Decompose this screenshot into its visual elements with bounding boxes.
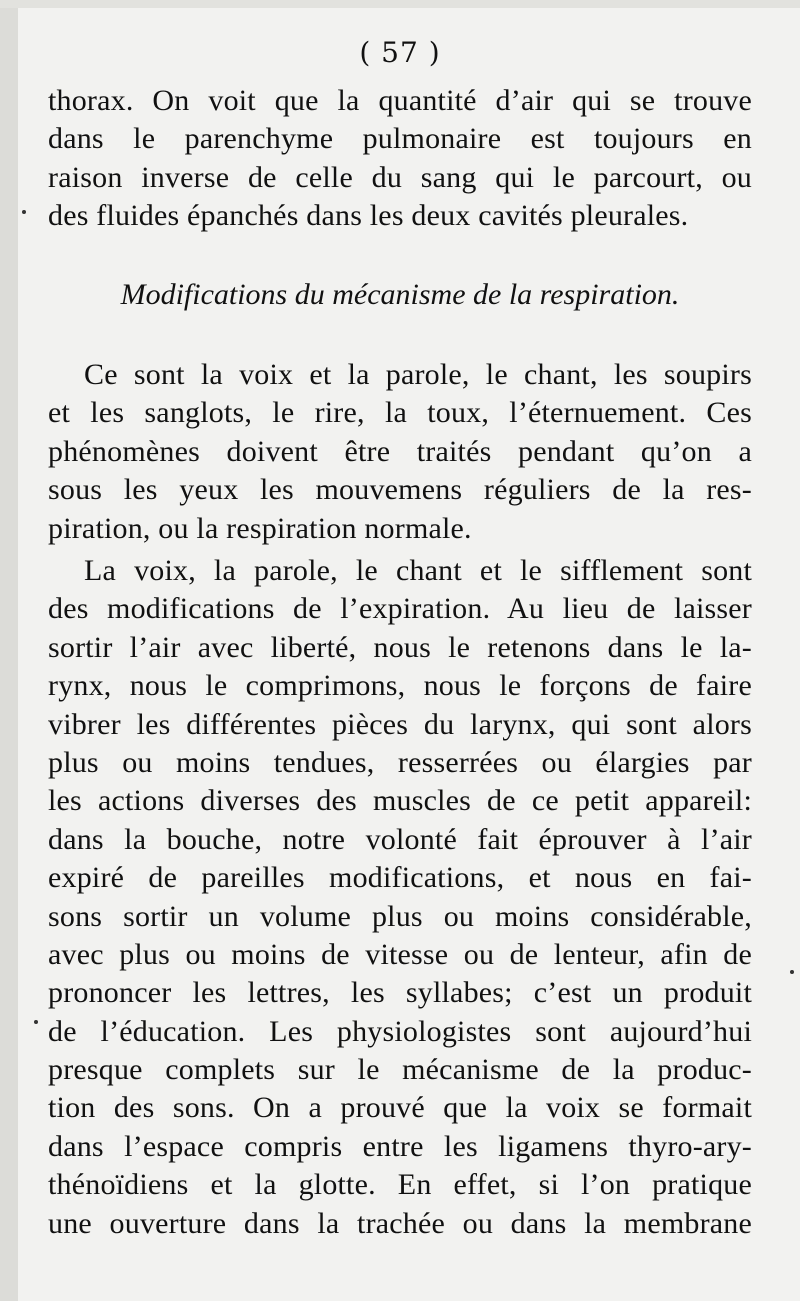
text-line: rynx, nous le comprimons, nous le forçons de faire	[48, 669, 752, 703]
text-line: sons sortir un volume plus ou moins considérable,	[48, 899, 752, 933]
paragraph-thorax	[48, 82, 752, 236]
text-line: les actions diverses des muscles de ce petit appareil:	[48, 784, 752, 818]
text-line: tion des sons. On a prouvé que la voix se formait	[48, 1091, 752, 1125]
text-line: vibrer les différentes pièces du larynx, qui sont alors	[48, 707, 752, 741]
text-line: de l’éducation. Les physiologistes sont aujourd’hui	[48, 1014, 752, 1048]
paragraph-voice	[48, 552, 752, 1243]
text-line: des fluides épanchés dans les deux cavités pleurales.	[48, 199, 689, 233]
text-line: avec plus ou moins de vitesse ou de lenteur, afin de	[48, 937, 752, 971]
text-line: dans le parenchyme pulmonaire est toujours en	[48, 122, 752, 156]
text-line: une ouverture dans la trachée ou dans la membrane	[48, 1206, 752, 1240]
text-line: prononcer les lettres, les syllabes; c’est un produit	[48, 976, 752, 1010]
page-number: ( 57 )	[359, 36, 441, 69]
page-top-edge	[0, 0, 800, 8]
text-line: sortir l’air avec liberté, nous le retenons dans le la-	[48, 630, 752, 664]
text-line: La voix, la parole, le chant et le sifflement sont	[84, 554, 752, 587]
text-line: thorax. On voit que la quantité d’air qui se trouve	[48, 84, 752, 117]
text-line: presque complets sur le mécanisme de la produc-	[48, 1053, 752, 1087]
text-line: raison inverse de celle du sang qui le parcourt, ou	[48, 160, 752, 194]
paragraph-phenomena	[48, 356, 752, 548]
ink-speck	[22, 210, 26, 214]
section-heading: Modifications du mécanisme de la respiration.	[120, 278, 680, 311]
text-line: phénomènes doivent être traités pendant qu’on a	[48, 434, 752, 468]
page-left-edge	[0, 0, 18, 1301]
text-line: sous les yeux les mouvemens réguliers de la res-	[48, 473, 752, 507]
text-line: dans l’espace compris entre les ligamens thyro-ary-	[48, 1129, 752, 1163]
ink-speck	[790, 970, 794, 974]
text-line: et les sanglots, le rire, la toux, l’éternuement. Ces	[48, 396, 752, 430]
text-line: piration, ou la respiration normale.	[48, 511, 472, 545]
text-line: dans la bouche, notre volonté fait éprouver à l’air	[48, 822, 752, 856]
text-line: thénoïdiens et la glotte. En effet, si l’on pratique	[48, 1168, 752, 1202]
ink-speck	[34, 1020, 38, 1024]
text-line: Ce sont la voix et la parole, le chant, les soupirs	[84, 358, 752, 391]
text-line: expiré de pareilles modifications, et nous en fai-	[48, 861, 752, 895]
text-line: des modifications de l’expiration. Au lieu de laisser	[48, 592, 752, 626]
text-line: plus ou moins tendues, resserrées ou élargies par	[48, 745, 752, 779]
